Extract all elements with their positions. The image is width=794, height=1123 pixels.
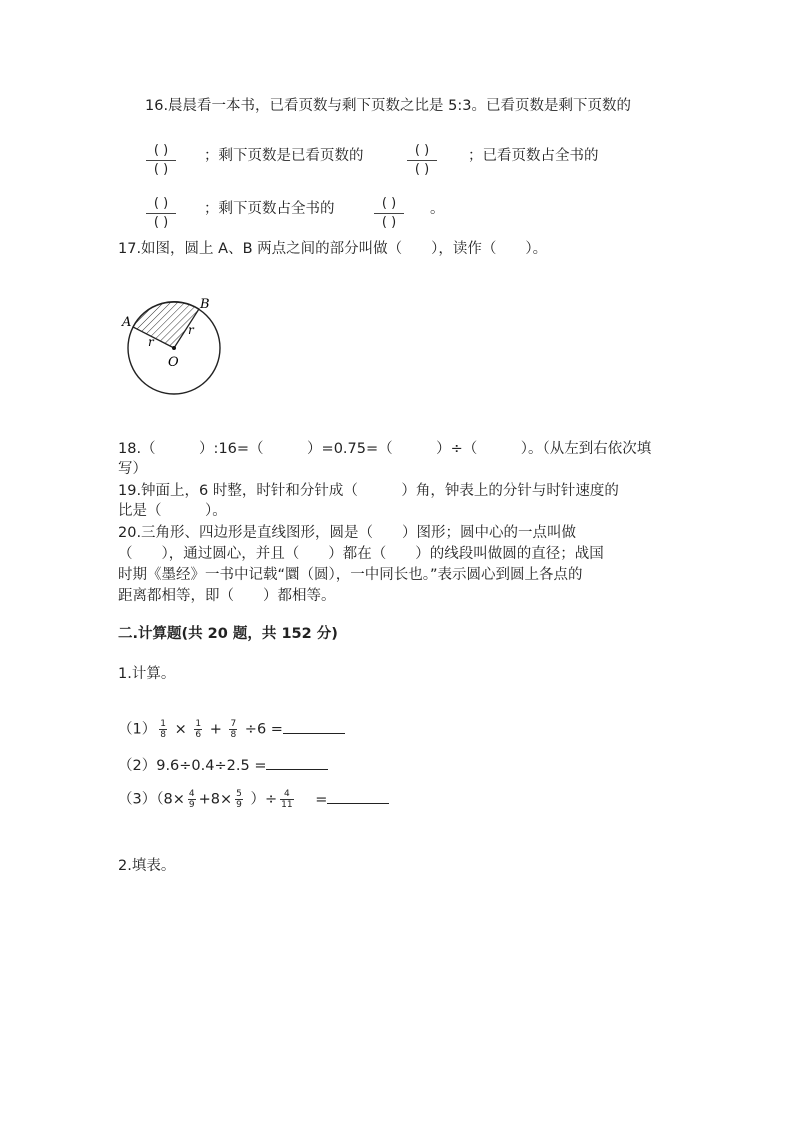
q19-line1: 19.钟面上，6 时整，时针和分针成（ ）角，钟表上的分针与时针速度的: [118, 483, 619, 499]
circle-sector-figure: [112, 290, 232, 405]
fraction: $\frac{4}{11}$: [281, 789, 293, 810]
fraction: $\frac{5}{9}$: [236, 789, 242, 810]
fraction: $\frac{1}{8}$: [160, 719, 166, 740]
fraction: $\frac{4}{9}$: [188, 789, 195, 810]
fraction: $\frac{1}{6}$: [195, 719, 202, 740]
fraction-denominator-blank: ( ): [414, 162, 430, 177]
answer-blank-3[interactable]: [327, 790, 389, 804]
q17-text: 17.如图，圆上 A、B 两点之间的部分叫做（ ），读作（ ）。: [118, 241, 548, 257]
answer-blank-1[interactable]: [283, 720, 345, 734]
q16-fraction-blank-3[interactable]: [146, 196, 176, 231]
fraction-numerator-blank: ( ): [153, 143, 169, 158]
q16-fraction-blank-2[interactable]: [407, 143, 437, 178]
q20-line4: 距离都相等，即（ ）都相等。: [118, 588, 336, 604]
label-o: O: [168, 355, 179, 370]
label-b: B: [200, 297, 210, 312]
fraction-denominator-blank: ( ): [381, 215, 397, 230]
q16-text-a: ；剩下页数是已看页数的: [204, 148, 364, 164]
fraction-denominator-blank: ( ): [153, 162, 169, 177]
q19-line2: 比是（ ）。: [118, 503, 227, 519]
q16-fraction-blank-1[interactable]: [146, 143, 176, 178]
fraction-numerator-blank: ( ): [381, 196, 397, 211]
label-r-left: r: [148, 335, 154, 349]
fraction-numerator-blank: ( ): [414, 143, 430, 158]
q20-line2: （ ），通过圆心，并且（ ）都在（ ）的线段叫做圆的直径；战国: [118, 546, 604, 562]
q16-line1: 16.晨晨看一本书，已看页数与剩下页数之比是 5:3。已看页数是剩下页数的: [145, 98, 632, 114]
q20-line3: 时期《墨经》一书中记载“圜（圆），一中同长也。”表示圆心到圆上各点的: [118, 567, 583, 583]
q16-fraction-blank-4[interactable]: [374, 196, 404, 231]
calc1-item2: （2）9.6÷0.4÷2.5 =: [118, 756, 328, 776]
calc1-item3: （3）（8× $\frac{4}{9}$ +8× $\frac{5}{9}$ ）÷ $\frac{4}{11}$ =: [118, 789, 389, 810]
q16-text-b: ；已看页数占全书的: [468, 148, 599, 164]
q18-line2: 写）: [118, 461, 147, 477]
label-r-right: r: [188, 323, 194, 337]
q18-line1: 18.（ ）:16=（ ）=0.75=（ ）÷（ ）。（从左到右依次填: [118, 441, 652, 457]
q16-text-c: ；剩下页数占全书的: [204, 201, 335, 217]
section-title: 二.计算题(共 20 题，共 152 分): [118, 626, 338, 642]
calc1-item1: （1） $\frac{1}{8}$ × $\frac{1}{6}$ + $\frac{7}{8}$ ÷6 =: [118, 719, 345, 740]
answer-blank-2[interactable]: [266, 756, 328, 770]
calc1-title: 1.计算。: [118, 666, 176, 682]
label-a: A: [122, 315, 132, 330]
center-point: [172, 346, 176, 350]
calc2-title: 2.填表。: [118, 858, 176, 874]
fraction-numerator-blank: ( ): [153, 196, 169, 211]
fraction: $\frac{7}{8}$: [230, 719, 237, 740]
fraction-denominator-blank: ( ): [153, 215, 169, 230]
q20-line1: 20.三角形、四边形是直线图形，圆是（ ）图形；圆中心的一点叫做: [118, 525, 577, 541]
q16-text-end: 。: [430, 201, 445, 217]
